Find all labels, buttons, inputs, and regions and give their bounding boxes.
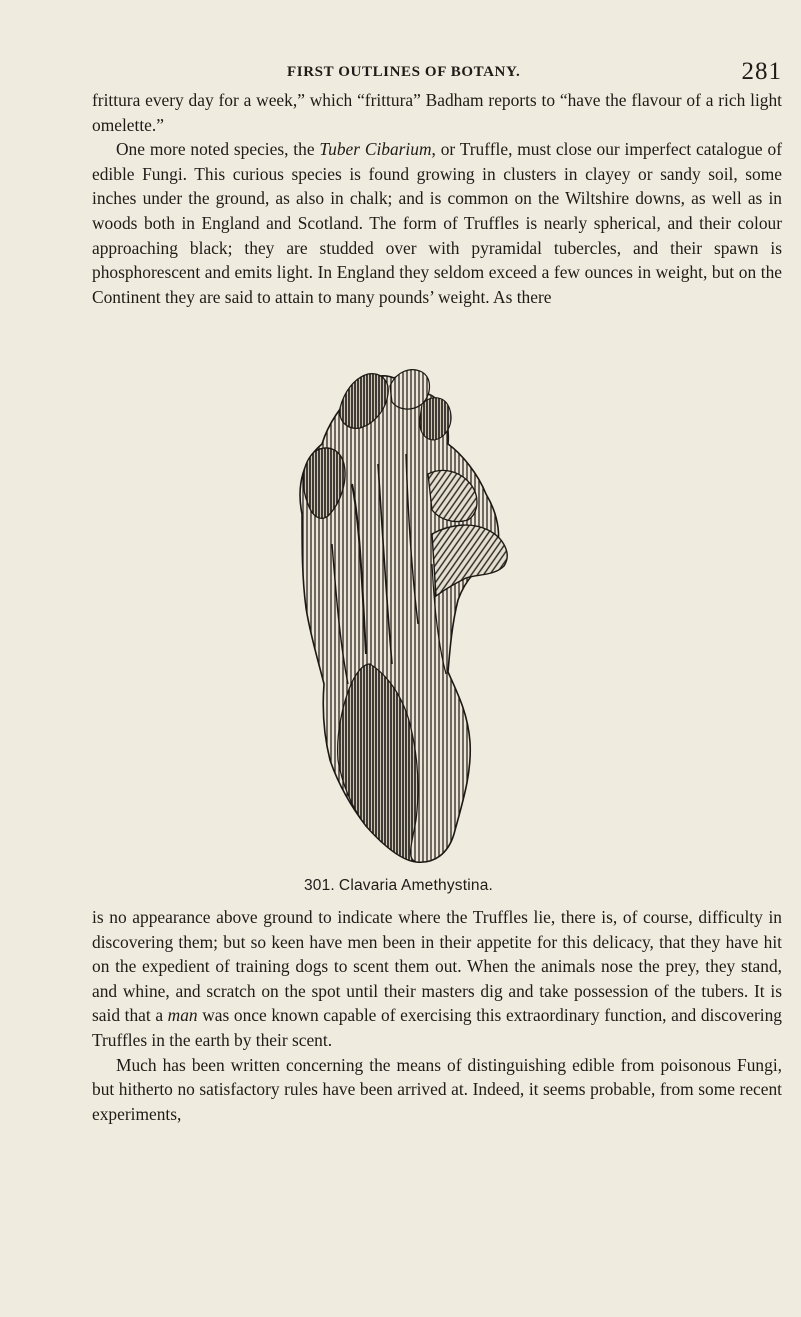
running-head (92, 58, 782, 88)
clavaria-illustration (282, 364, 518, 872)
body-text-top (92, 88, 782, 309)
species-name-tuber-cibarium: Tuber Cibarium (319, 139, 432, 160)
paragraph-truffle (92, 137, 782, 309)
running-head-title: FIRST OUTLINES OF BOTANY. (287, 64, 521, 80)
emphasis-man: man (167, 1005, 198, 1026)
body-text-bottom (92, 905, 782, 1126)
paragraph-truffle-rest: , or Truffle, must close our imperfect catalogue of edible Fungi. This curious species is found growing in clusters in clayey or sandy soil, some inches under the ground, as also in chalk; and is common on the Wiltshire downs, as well as in woods both in England and Scotland. The form of Truffles is nearly spherical, and their colour approaching black; they are studded over with pyramidal tubercles, and their spawn is phosphorescent and emits light. In England they seldom exceed a few ounces in weight, but on the Continent they are said to attain to many pounds’ weight. As there (92, 139, 782, 307)
paragraph-frittura-text: frittura every day for a week,” which “frittura” Badham reports to “have the flavour of a rich light omelette.” (92, 90, 782, 135)
paragraph-frittura (92, 88, 782, 137)
figure-number: 301. (303, 877, 335, 894)
clavaria-engraving (282, 364, 518, 872)
paragraph-poisonous-fungi (92, 1053, 782, 1127)
figure-caption (0, 877, 801, 895)
paragraph-dogs (92, 905, 782, 1053)
paragraph-poisonous-fungi-text: Much has been written concerning the means of distinguishing edible from poisonous Fungi, but hitherto no satisfactory rules have been arrived at. Indeed, it seems probable, from some recent experiments, (92, 1054, 782, 1124)
paragraph-dogs-start: is no appearance above ground to indicate where the Truffles lie, there is, of course, difficulty in discovering them; but so keen have men been in their appetite for this delicacy, that they have hit on the expedient of training dogs to scent them out. When the animals nose the prey, they stand, and whine, and scratch on the spot until their masters dig and take possession of the tubers. It is said that a (92, 907, 782, 1026)
figure-caption-text: Clavaria Amethystina. (338, 877, 494, 894)
page-number: 281 (741, 58, 782, 85)
paragraph-dogs-rest: was once known capable of exercising this extraordinary function, and discovering Truffles in the earth by their scent. (92, 1005, 783, 1050)
paragraph-truffle-start: One more noted species, the (116, 139, 320, 160)
